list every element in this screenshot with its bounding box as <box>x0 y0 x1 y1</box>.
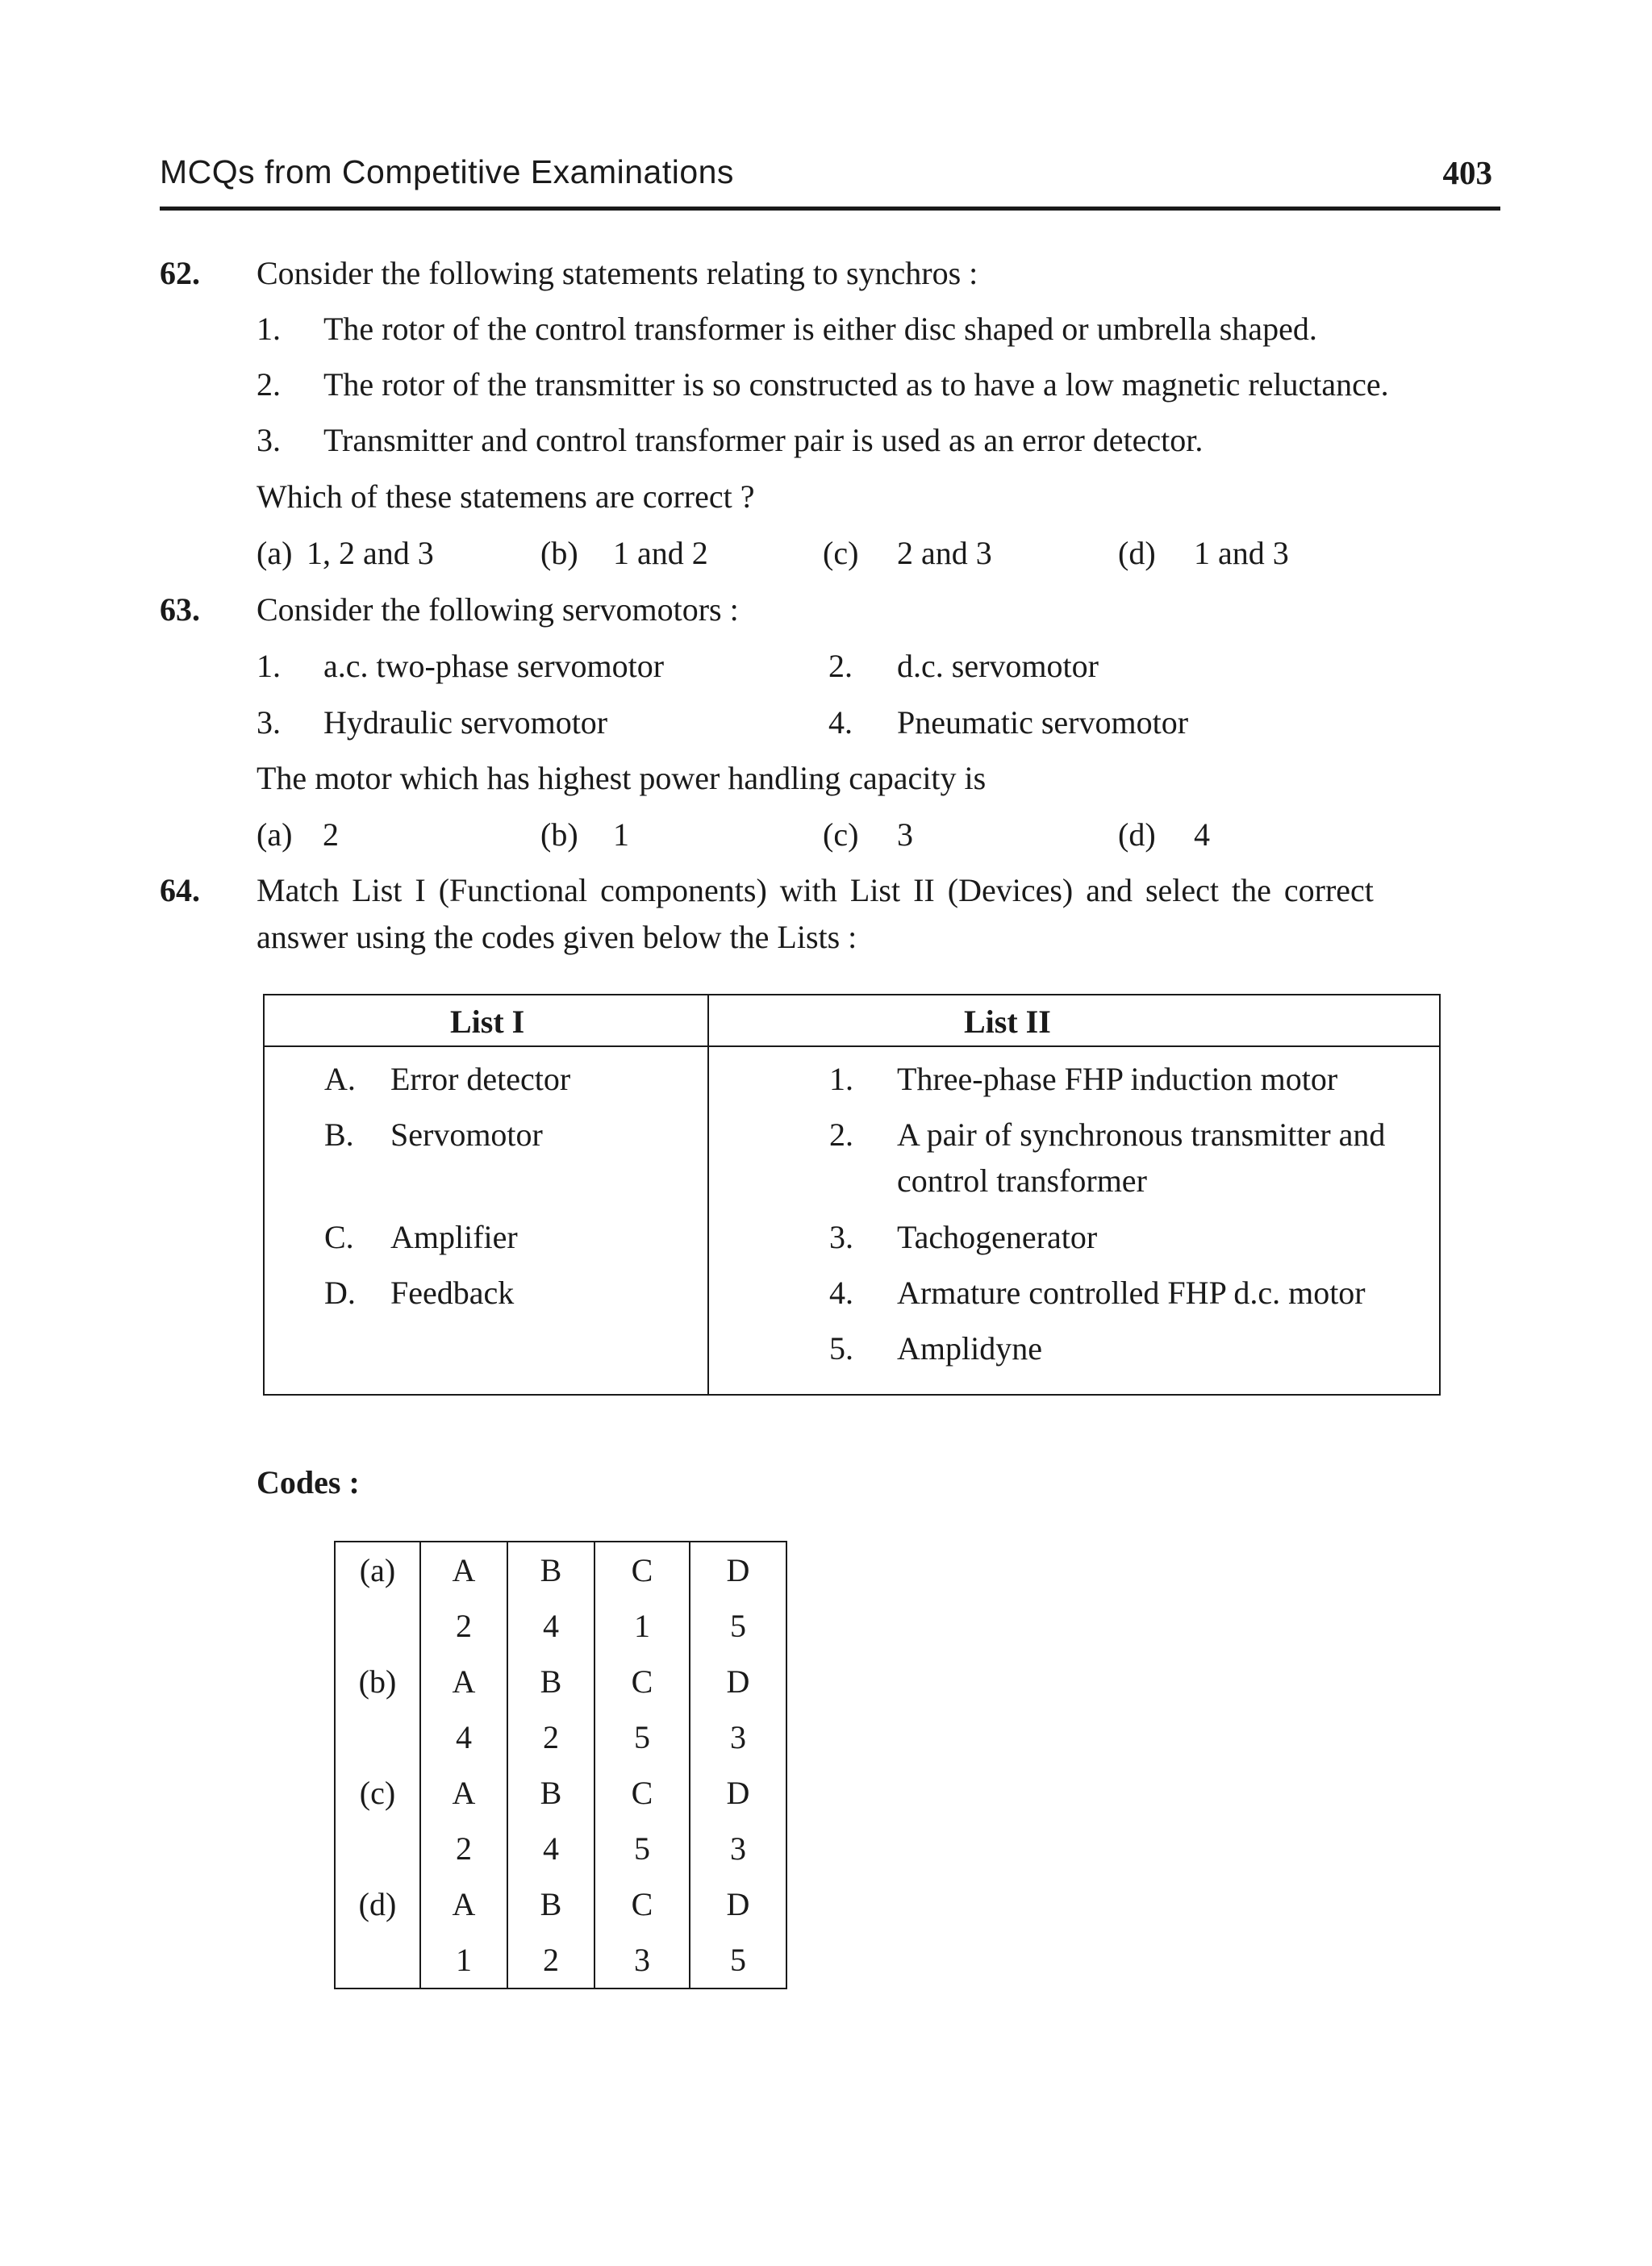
question-stem: Consider the following statements relating to synchros : <box>257 255 978 291</box>
code-value: 4 <box>507 1821 594 1876</box>
item-number: 1. <box>257 648 281 684</box>
list-1-header: List I <box>450 1004 525 1040</box>
codes-row <box>335 1542 786 1598</box>
code-letter: B <box>507 1542 594 1598</box>
option-label: (c) <box>823 816 859 853</box>
code-value: 3 <box>690 1821 786 1876</box>
code-option: (c) <box>335 1765 420 1821</box>
option-label: (b) <box>540 535 578 571</box>
code-value: 2 <box>420 1598 507 1654</box>
code-letter: C <box>594 1654 690 1709</box>
option-text: 2 and 3 <box>897 535 992 571</box>
statement-text: The rotor of the transmitter is so constructed as to have a low magnetic reluctance. <box>323 366 1389 403</box>
option-label: (a) <box>257 535 293 571</box>
statement-number: 3. <box>257 422 281 458</box>
codes-row <box>335 1654 786 1709</box>
code-option: (a) <box>335 1542 420 1598</box>
code-letter: B <box>507 1876 594 1932</box>
statement-number: 1. <box>257 311 281 347</box>
list-2-key: 1. <box>829 1061 853 1097</box>
code-value: 5 <box>690 1598 786 1654</box>
code-letter: A <box>420 1654 507 1709</box>
option-label: (d) <box>1118 816 1156 853</box>
codes-row <box>335 1765 786 1821</box>
question-prompt: Which of these statemens are correct ? <box>257 478 755 515</box>
list-2-item: Tachogenerator <box>897 1219 1098 1255</box>
option-text: 1 and 3 <box>1194 535 1289 571</box>
list-2-key: 2. <box>829 1116 853 1153</box>
item-text: Hydraulic servomotor <box>323 704 608 741</box>
statement-text: Transmitter and control transformer pair is used as an error detector. <box>323 422 1204 458</box>
list-1-key: D. <box>324 1275 356 1311</box>
code-spacer <box>335 1709 420 1765</box>
code-value: 4 <box>420 1709 507 1765</box>
codes-row <box>335 1932 786 1988</box>
question-stem-line-2: answer using the codes given below the Lists : <box>257 919 857 955</box>
list-2-item: Armature controlled FHP d.c. motor <box>897 1275 1366 1311</box>
option-label: (d) <box>1118 535 1156 571</box>
match-list-table <box>263 994 1441 1396</box>
list-2-item: Amplidyne <box>897 1330 1042 1367</box>
question-number: 64. <box>160 872 200 908</box>
code-letter: A <box>420 1765 507 1821</box>
code-option: (d) <box>335 1876 420 1932</box>
list-2-item: Three-phase FHP induction motor <box>897 1061 1338 1097</box>
question-stem-line-1: Match List I (Functional components) with List II (Devices) and select the correct <box>257 872 1374 908</box>
code-value: 1 <box>594 1598 690 1654</box>
code-letter: C <box>594 1542 690 1598</box>
list-1-item: Error detector <box>390 1061 571 1097</box>
statement-text: The rotor of the control transformer is either disc shaped or umbrella shaped. <box>323 311 1317 347</box>
code-value: 3 <box>594 1932 690 1988</box>
code-letter: D <box>690 1654 786 1709</box>
option-text: 1 <box>613 816 629 853</box>
code-value: 3 <box>690 1709 786 1765</box>
item-number: 3. <box>257 704 281 741</box>
item-number: 4. <box>828 704 853 741</box>
running-title: MCQs from Competitive Examinations <box>160 153 734 190</box>
list-2-item-continued: control transformer <box>897 1162 1147 1199</box>
code-letter: C <box>594 1876 690 1932</box>
code-letter: A <box>420 1542 507 1598</box>
option-text: 1 and 2 <box>613 535 708 571</box>
codes-row <box>335 1821 786 1876</box>
code-option: (b) <box>335 1654 420 1709</box>
code-spacer <box>335 1821 420 1876</box>
code-value: 2 <box>507 1709 594 1765</box>
header-divider <box>265 1045 1439 1047</box>
codes-row <box>335 1709 786 1765</box>
item-text: d.c. servomotor <box>897 648 1099 684</box>
page-header <box>160 150 1500 211</box>
list-2-item: A pair of synchronous transmitter and <box>897 1116 1386 1153</box>
code-letter: D <box>690 1876 786 1932</box>
list-1-key: B. <box>324 1116 354 1153</box>
statement-number: 2. <box>257 366 281 403</box>
list-2-key: 3. <box>829 1219 853 1255</box>
codes-row <box>335 1876 786 1932</box>
code-letter: B <box>507 1765 594 1821</box>
option-label: (b) <box>540 816 578 853</box>
code-letter: C <box>594 1765 690 1821</box>
code-value: 5 <box>594 1709 690 1765</box>
code-value: 4 <box>507 1598 594 1654</box>
question-stem: Consider the following servomotors : <box>257 591 739 628</box>
list-2-key: 5. <box>829 1330 853 1367</box>
code-value: 1 <box>420 1932 507 1988</box>
option-text: 2 <box>323 816 339 853</box>
code-spacer <box>335 1932 420 1988</box>
list-1-key: C. <box>324 1219 354 1255</box>
page-number: 403 <box>1442 154 1492 191</box>
option-text: 3 <box>897 816 913 853</box>
code-spacer <box>335 1598 420 1654</box>
codes-row <box>335 1598 786 1654</box>
option-text: 4 <box>1194 816 1210 853</box>
list-2-key: 4. <box>829 1275 853 1311</box>
list-1-item: Feedback <box>390 1275 515 1311</box>
option-label: (c) <box>823 535 859 571</box>
code-letter: D <box>690 1542 786 1598</box>
code-letter: B <box>507 1654 594 1709</box>
code-value: 2 <box>420 1821 507 1876</box>
option-label: (a) <box>257 816 293 853</box>
option-text: 1, 2 and 3 <box>307 535 434 571</box>
question-number: 63. <box>160 591 200 628</box>
list-2-header: List II <box>964 1004 1051 1040</box>
item-text: Pneumatic servomotor <box>897 704 1189 741</box>
item-number: 2. <box>828 648 853 684</box>
code-letter: A <box>420 1876 507 1932</box>
codes-table <box>334 1541 787 1989</box>
item-text: a.c. two-phase servomotor <box>323 648 665 684</box>
code-letter: D <box>690 1765 786 1821</box>
code-value: 2 <box>507 1932 594 1988</box>
code-value: 5 <box>594 1821 690 1876</box>
code-value: 5 <box>690 1932 786 1988</box>
codes-label: Codes : <box>257 1464 360 1500</box>
list-1-key: A. <box>324 1061 356 1097</box>
list-1-item: Servomotor <box>390 1116 543 1153</box>
list-1-item: Amplifier <box>390 1219 518 1255</box>
question-number: 62. <box>160 255 200 291</box>
column-divider <box>707 995 709 1394</box>
question-prompt: The motor which has highest power handling capacity is <box>257 760 987 796</box>
